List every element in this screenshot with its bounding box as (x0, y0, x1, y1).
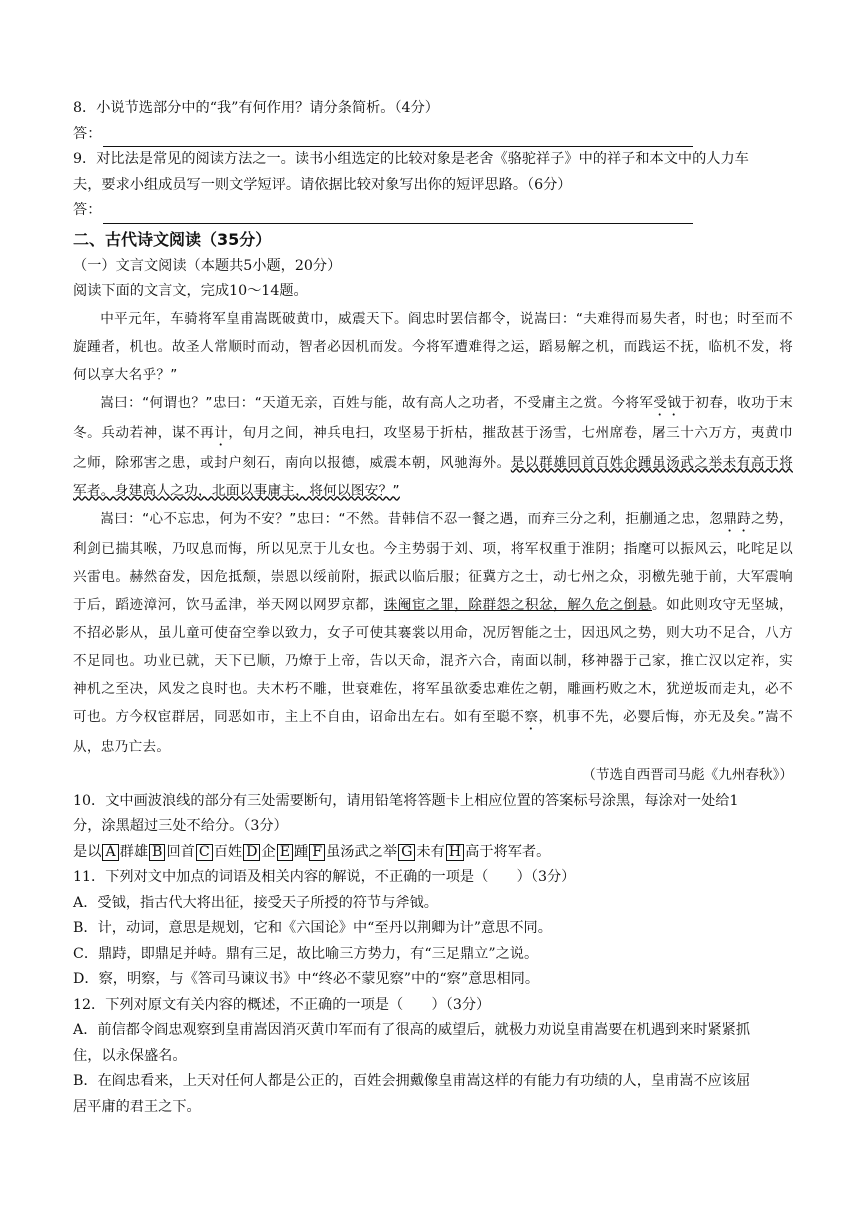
passage-paragraph-2 (73, 389, 793, 505)
subsection-title: （一）文言文阅读（本题共5小题，20分） (73, 257, 342, 274)
answer-line-8[interactable] (73, 122, 793, 148)
question-10-line2: 分，涂黑超过三处不给分。（3分） (73, 818, 288, 834)
passage-source: （节选自西晋司马彪《九州春秋》） (582, 766, 793, 783)
question-12-option-b-line2[interactable]: 居平庸的君王之下。 (73, 1098, 201, 1115)
option-box-d[interactable]: D (243, 844, 260, 861)
dotted-word: 鼎跱 (723, 510, 752, 527)
segment: 是以 (73, 843, 102, 860)
question-12-option-b-line1[interactable]: B．在阎忠看来，上天对任何人都是公正的，百姓会拥戴像皇甫嵩这样的有能力有功绩的人，皇甫嵩不应该屈 (73, 1073, 751, 1089)
question-12-option-a-line2[interactable]: 住，以永保盛名。 (73, 1047, 187, 1064)
option-box-e[interactable]: E (277, 844, 293, 861)
text-span: 嵩曰：“心不忘忠，何为不安？”忠曰：“不然。昔韩信不忍一餐之遇，而弃三分之利，拒蒯通之忠，忽 (100, 510, 724, 527)
exam-page (73, 96, 793, 1120)
question-11-stem: 11．下列对文中加点的词语及相关内容的解说，不正确的一项是（ ）（3分） (73, 869, 576, 885)
text-span: ，机事不先，必婴后悔，亦无及矣。”嵩不从，忠乃亡去。 (73, 708, 793, 755)
answer-rule (103, 130, 693, 147)
question-12-option-a-line1[interactable]: A．前信都令阎忠观察到皇甫嵩因消灭黄巾军而有了很高的威望后，就极力劝说皇甫嵩要在机遇到来时紧紧抓 (73, 1022, 751, 1038)
text-span: 于初春，收功于末冬。兵动若神，谋不再 (73, 394, 793, 441)
dotted-word: 计 (214, 424, 229, 441)
wavy-underlined-text: 是以群雄回首百姓企踵虽汤武之举未有高于将军者。身建高人之功，北面以事庸主，将何以图安？” (73, 454, 793, 499)
question-9-line2: 夫，要求小组成员写一则文学短评。请依据比较对象写出你的短评思路。（6分） (73, 176, 572, 193)
answer-rule (103, 207, 693, 224)
segment: 企 (261, 843, 276, 860)
answer-label: 答： (73, 202, 102, 218)
instruction: 阅读下面的文言文，完成10～14题。 (73, 283, 308, 299)
segment: 虽汤武之举 (326, 843, 398, 860)
option-box-b[interactable]: B (149, 844, 165, 861)
segment: 未有 (416, 843, 445, 860)
answer-line-9[interactable] (73, 198, 793, 224)
option-box-a[interactable]: A (102, 844, 118, 861)
question-10-options (73, 840, 793, 866)
segment: 踵 (294, 843, 309, 860)
text-span: 。如此则攻守无坚城，不招必影从，虽儿童可使奋空拳以致力，女子可使其褰裳以用命，况厉智能之士，因迅风之势，则大功不足合，八方不足同也。功业已就，天下已顺，乃燎于上帝，告以天命，混齐六合，南面以制，移神器于己家，推亡汉以定祚，实神机之至决，风发之良时也。夫木朽不雕，世衰难佐，将军虽欲委忠难佐之朝，雕画朽败之木，犹逆坂而走丸，必不可也。方今权宦群居，同恶如市，主上不自由，诏命出左右。如有至聪不 (73, 596, 794, 725)
underlined-sentence: 诛阉宦之罪，除群怨之积忿，解久危之倒悬 (383, 596, 653, 613)
question-11-option-a[interactable]: A．受钺，指古代大将出征，接受天子所授的符节与斧钺。 (73, 894, 438, 911)
segment: 百姓 (213, 843, 243, 860)
passage-paragraph-1: 中平元年，车骑将军皇甫嵩既破黄巾，威震天下。阎忠时罢信都令，说嵩曰：“夫难得而易失者，时也；时至而不旋踵者，机也。故圣人常顺时而动，智者必因机而发。今将军遭难得之运，蹈易解之机，而践运不抚，临机不发，将何以享大名乎？” (73, 310, 793, 383)
segment: 高于将军者。 (465, 843, 551, 860)
passage-paragraph-3 (73, 505, 793, 761)
dotted-word: 察 (524, 708, 539, 725)
option-box-c[interactable]: C (196, 844, 213, 861)
answer-label: 答： (73, 125, 102, 142)
question-8: 8．小说节选部分中的“我”有何作用？请分条简析。（4分） (73, 100, 439, 116)
text-span: 之势，利剑已揣其喉，乃叹息而悔，所以见烹于儿女也。今主势弱于刘、项，将军权重于淮阴；指麾可以振风云，叱咤足以兴雷电。赫然奋发，因危抵颓，崇恩以绥前附，振武以临后服；征冀方之士，动七州之众，羽檄先驰于前，大军震响于后，蹈迹漳河，饮马孟津，举天网以网罗京都， (73, 510, 793, 613)
question-11-option-d[interactable]: D．察，明察，与《答司马谏议书》中“终必不蒙见察”中的“察”意思相同。 (73, 971, 540, 987)
question-12-stem: 12．下列对原文有关内容的概述，不正确的一项是（ ）（3分） (73, 996, 491, 1013)
dotted-word: 受钺 (653, 394, 682, 411)
question-11-option-c[interactable]: C．鼎跱，即鼎足并峙。鼎有三足，故比喻三方势力，有“三足鼎立”之说。 (73, 945, 539, 962)
text-span: ，旬月之间，神兵电扫，攻坚易于折枯，摧敌甚于汤雪，七州席卷，屠三十六万方，夷黄巾之师，除邪害之患，或封户刻石，南向以报德，威震本朝，风驰海外。 (73, 424, 793, 471)
section-title: 二、古代诗文阅读（35分） (73, 229, 272, 249)
segment: 群雄 (119, 843, 149, 860)
question-10-line1: 10．文中画波浪线的部分有三处需要断句，请用铅笔将答题卡上相应位置的答案标号涂黑，每涂对一处给1 (73, 792, 739, 809)
question-9-line1: 9．对比法是常见的阅读方法之一。读书小组选定的比较对象是老舍《骆驼祥子》中的祥子和本文中的人力车 (73, 151, 749, 167)
option-box-f[interactable]: F (309, 844, 325, 861)
segment: 回首 (166, 843, 195, 860)
question-11-option-b[interactable]: B．计，动词，意思是规划，它和《六国论》中“至丹以荆卿为计”意思不同。 (73, 920, 552, 936)
text-span: 嵩曰：“何谓也？”忠曰：“天道无亲，百姓与能，故有高人之功者，不受庸主之赏。今将军 (100, 394, 654, 411)
option-box-h[interactable]: H (446, 844, 464, 861)
option-box-g[interactable]: G (398, 844, 415, 861)
